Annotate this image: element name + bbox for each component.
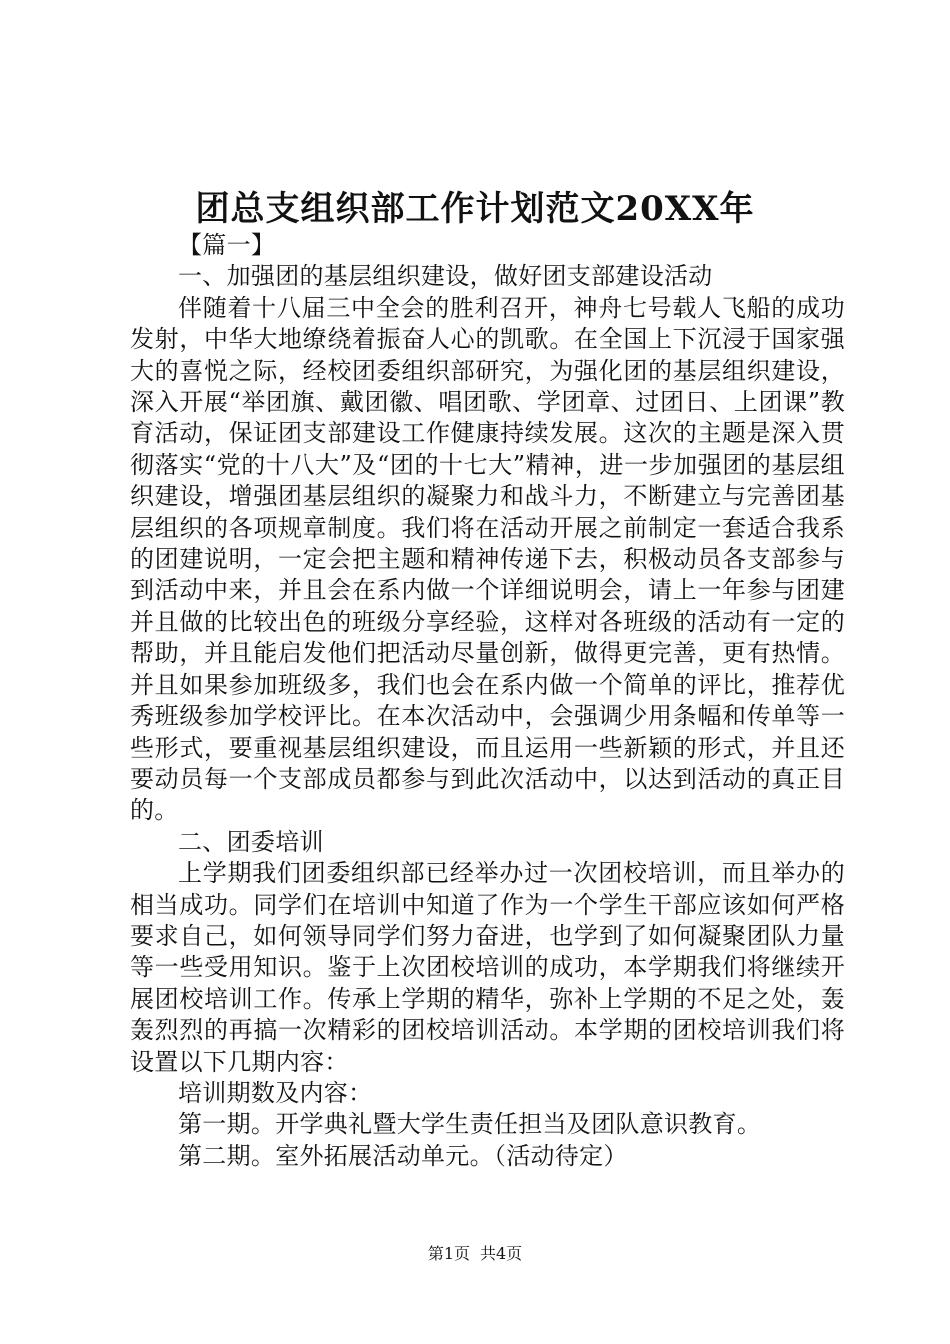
document-title: 团总支组织部工作计划范文20XX年 — [195, 189, 755, 229]
list-heading: 培训期数及内容： — [178, 1078, 373, 1107]
heading-one: 一、加强团的基层组织建设，做好团支部建设活动 — [178, 262, 713, 291]
paragraph: 上学期我们团委组织部已经举办过一次团校培训，而且举办的相当成功。同学们在培训中知道了作为一个学生干部应该如何严格要求自己，如何领导同学们努力奋进，也学到了如何凝聚团队力量等一些受用知识。鉴于上次团校培训的成功，本学期我们将继续开展团校培训工作。传承上学期的精华，弥补上学期的不足之处，轰轰烈烈的再搞一次精彩的团校培训活动。本学期的团校培训我们将设置以下几期内容： — [130, 859, 845, 1076]
page-footer — [0, 1242, 950, 1266]
section-label: 【篇一】 — [178, 231, 276, 259]
list-item: 第二期。室外拓展活动单元。（活动待定） — [178, 1141, 628, 1170]
paragraph: 伴随着十八届三中全会的胜利召开，神舟七号载人飞船的成功发射，中华大地缭绕着振奋人心的凯歌。在全国上下沉浸于国家强大的喜悦之际，经校团委组织部研究，为强化团的基层组织建设，深入开展“举团旗、戴团徽、唱团歌、学团章、过团日、上团课”教育活动，保证团支部建设工作健康持续发展。这次的主题是深入贯彻落实“党的十八大”及“团的十七大”精神，进一步加强团的基层组织建设，增强团基层组织的凝聚力和战斗力，不断建立与完善团基层组织的各项规章制度。我们将在活动开展之前制定一套适合我系的团建说明，一定会把主题和精神传递下去，积极动员各支部参与到活动中来，并且会在系内做一个详细说明会，请上一年参与团建并且做的比较出色的班级分享经验，这样对各班级的活动有一定的帮助，并且能启发他们把活动尽量创新，做得更完善，更有热情。并且如果参加班级多，我们也会在系内做一个简单的评比，推荐优秀班级参加学校评比。在本次活动中，会强调少用条幅和传单等一些形式，要重视基层组织建设，而且运用一些新颖的形式，并且还要动员每一个支部成员都参与到此次活动中，以达到活动的真正目的。 — [130, 293, 845, 825]
document-body — [130, 230, 845, 1172]
page-number: 第1页 — [427, 1244, 470, 1263]
list-item: 第一期。开学典礼暨大学生责任担当及团队意识教育。 — [178, 1110, 762, 1139]
heading-two: 二、团委培训 — [178, 827, 324, 856]
page-total: 共4页 — [480, 1244, 523, 1263]
